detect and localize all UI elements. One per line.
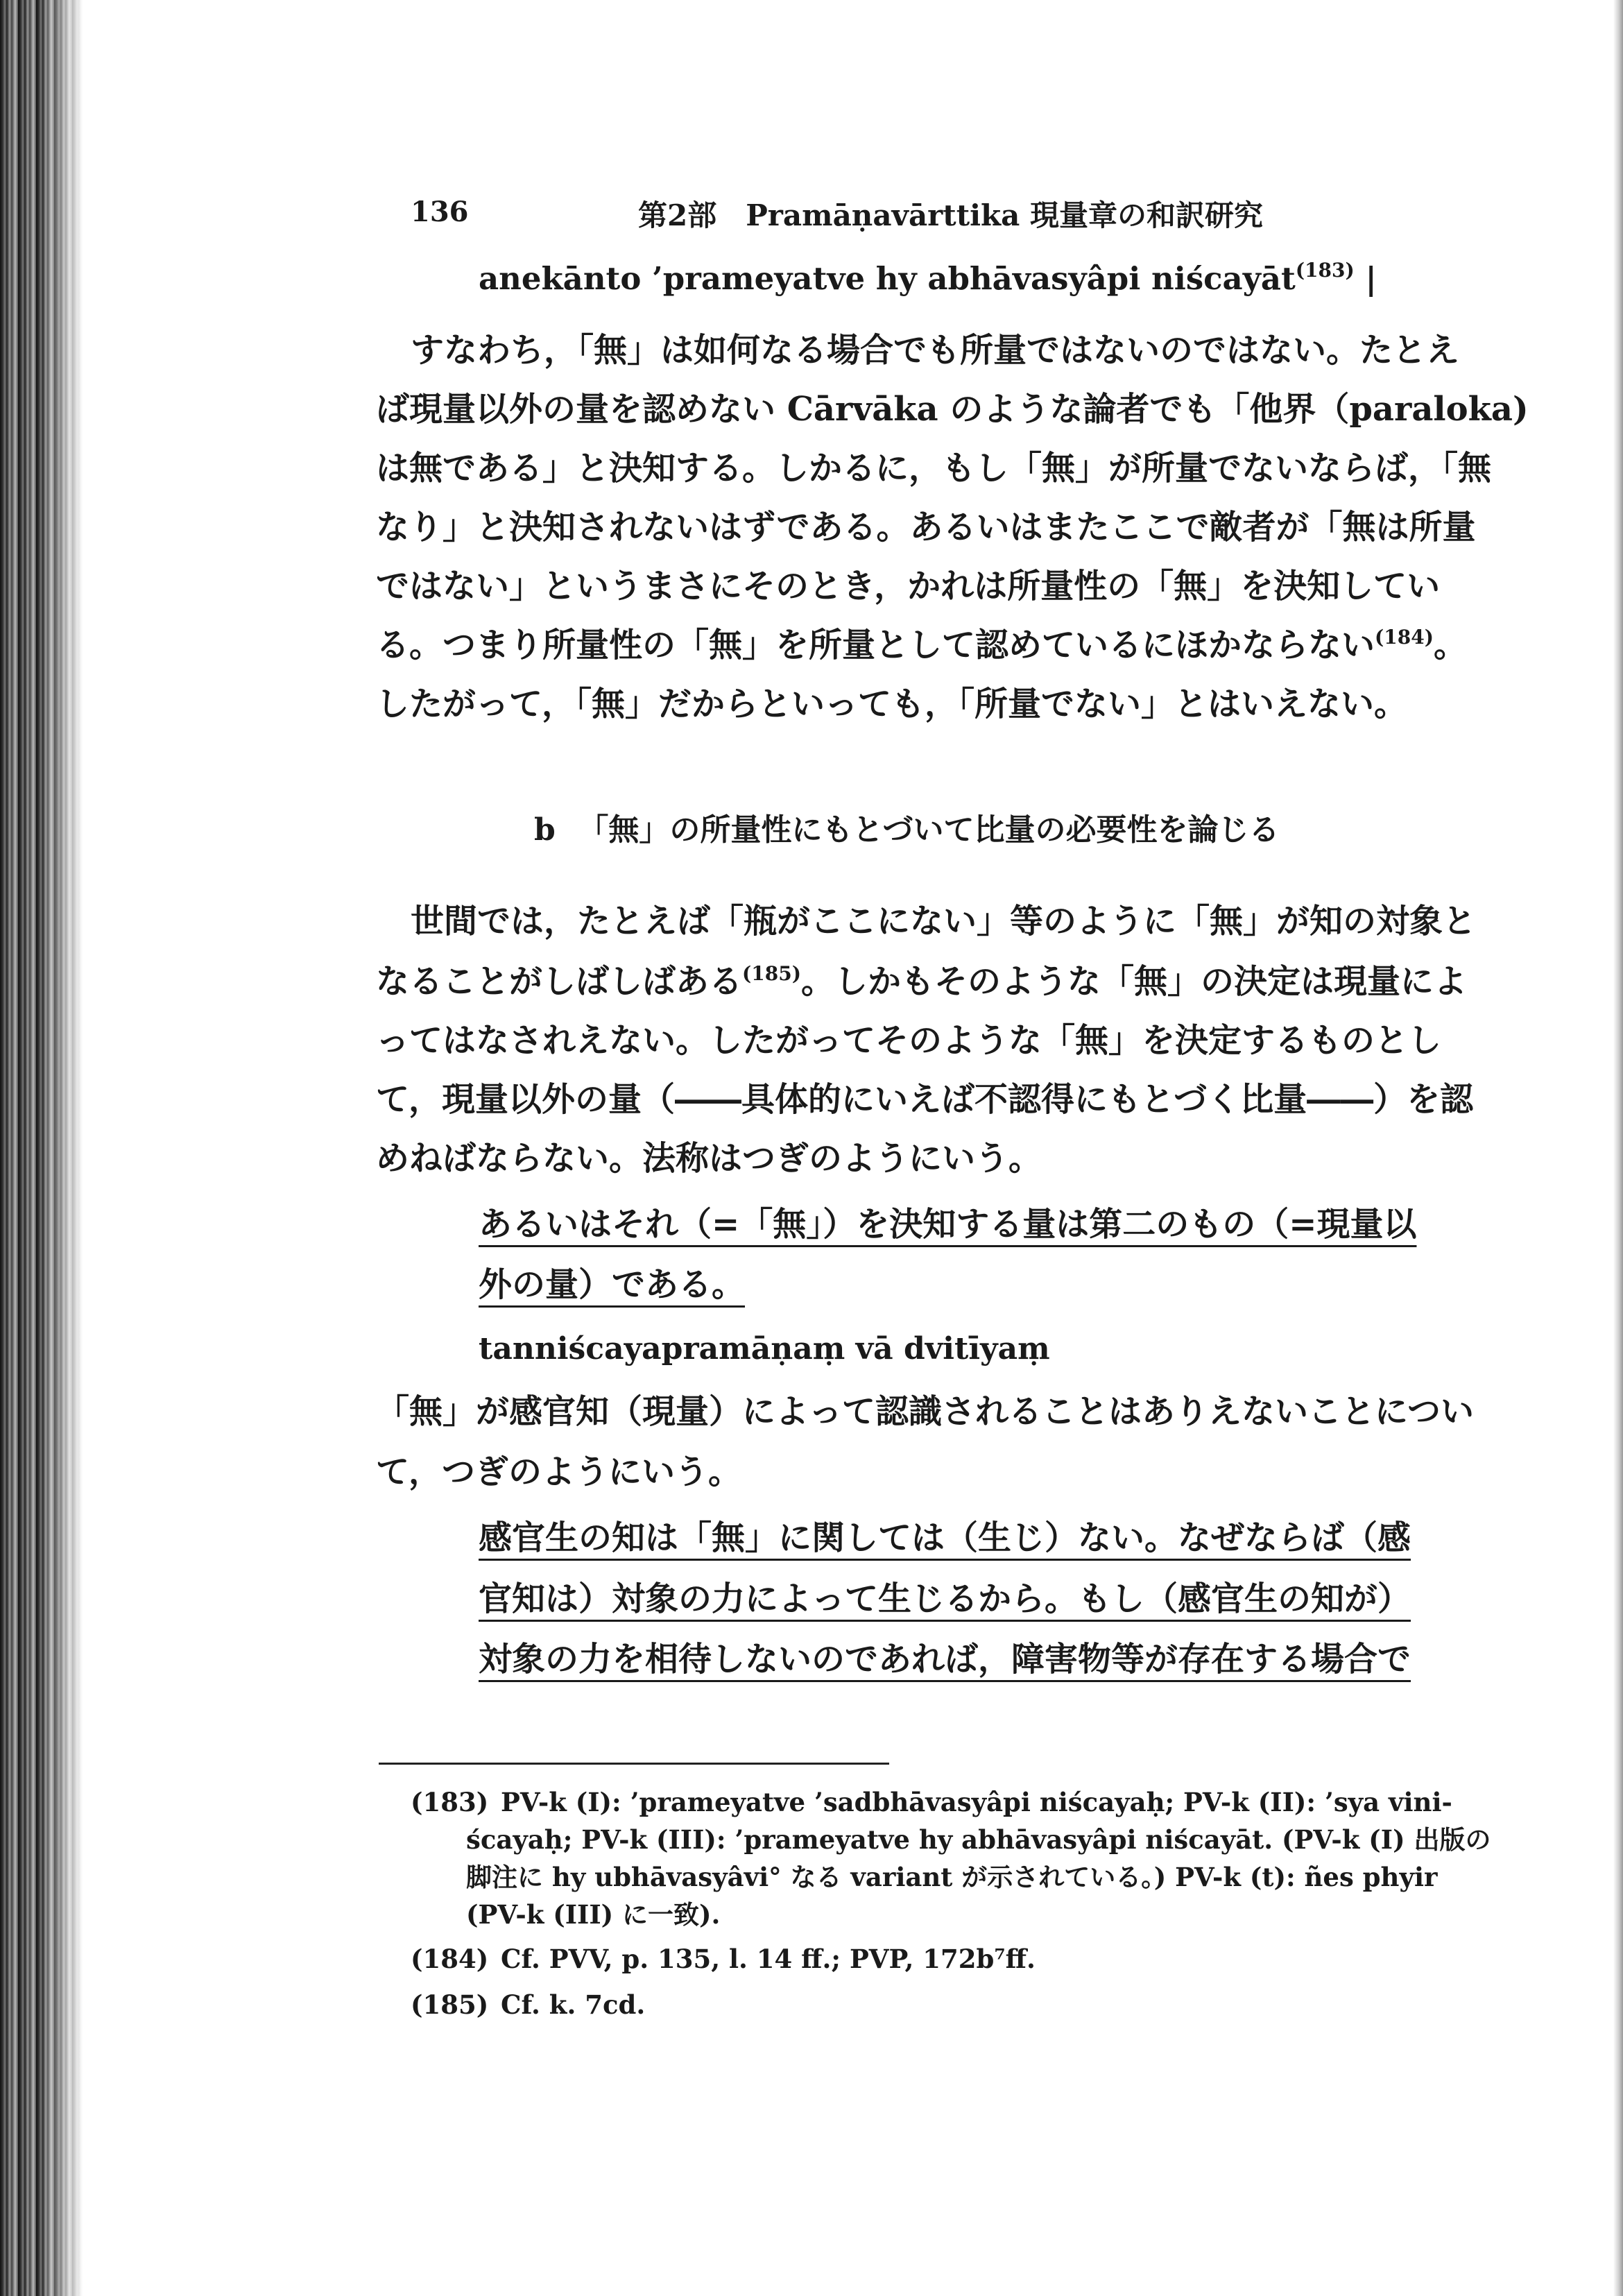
binding-shadow (0, 0, 83, 2296)
para1-line-7: したがって，「無」だからといっても，「所量でない」とはいえない。 (376, 685, 1408, 723)
section-heading (534, 805, 1280, 849)
para1-line-6-text: る。つまり所量性の「無」を所量として認めているにほかならない (376, 626, 1375, 665)
footnote-183-line-3: 脚注に hy ubhāvasyâvi° なる variant が示されている。) PV-k (t): ñes phyir (466, 1862, 1438, 1892)
para1-line-6-end: 。 (1433, 626, 1467, 665)
para3-line-1: 「無」が感官知（現量）によって認識されることはありえないことについ (376, 1392, 1475, 1431)
page-number: 136 (411, 196, 469, 228)
footnote-ref-185: (185) (742, 962, 801, 985)
verse-line-2: tanniścayapramāṇaṃ vā dvitīyaṃ (479, 1331, 1050, 1367)
para2-line-2-end: 。しかもそのような「無」の決定は現量によ (800, 962, 1467, 1001)
footnote-185 (411, 1988, 645, 2021)
para1-line-3: は無である」と決知する。しかるに，もし「無」が所量でないならば，「無 (376, 449, 1492, 488)
quote1-line-1: あるいはそれ（=「無」）を決知する量は第二のもの（=現量以 (479, 1205, 1417, 1244)
quote2-line-3: 対象の力を相待しないのであれば，障害物等が存在する場合で (479, 1640, 1411, 1679)
section-label: b (534, 812, 556, 848)
danda: | (1365, 260, 1377, 297)
para1-line-2: ば現量以外の量を認めない Cārvāka のような論者でも「他界（paraloka) (376, 390, 1529, 429)
footnote-number-183: (183) (411, 1787, 489, 1817)
para1-line-6 (376, 624, 1467, 666)
footnote-183-line-2: ścayaḥ; PV-k (III): ’prameyatve hy abhāvasyâpi niścayāt. (PV-k (I) 出版の (466, 1824, 1491, 1855)
verse-text: anekānto ’prameyatve hy abhāvasyâpi niścayāt (479, 260, 1296, 297)
footnote-184-text: Cf. PVV, p. 135, l. 14 ff.; PVP, 172b⁷ff. (501, 1944, 1036, 1974)
footnote-183-text-1: PV-k (I): ’prameyatve ’sadbhāvasyâpi niścayaḥ; PV-k (II): ’sya vini- (501, 1787, 1452, 1817)
footnote-number-184: (184) (411, 1944, 489, 1974)
para3-line-2: て，つぎのようにいう。 (376, 1453, 742, 1491)
para2-line-2 (376, 961, 1467, 1002)
para2-line-3: ってはなされえない。したがってそのような「無」を決定するものとし (376, 1021, 1442, 1060)
quote2-line-1: 感官生の知は「無」に関しては（生じ）ない。なぜならば（感 (479, 1518, 1411, 1557)
verse-line-top (479, 258, 1377, 300)
footnote-183-line-4: (PV-k (III) に一致). (466, 1899, 721, 1930)
quote1-line-2: 外の量）である。 (479, 1265, 746, 1304)
footnote-184 (411, 1942, 1036, 1976)
para2-line-2-text: なることがしばしばある (376, 962, 743, 1001)
para1-line-4: なり」と決知されないはずである。あるいはまたここで敵者が「無は所量 (376, 508, 1476, 547)
para2-line-5: めねばならない。法称はつぎのようにいう。 (376, 1139, 1042, 1178)
para1-line-5: ではない」というまさにそのとき，かれは所量性の「無」を決知してい (376, 567, 1441, 606)
footnote-number-185: (185) (411, 1989, 489, 2020)
quote2-line-2: 官知は）対象の力によって生じるから。もし（感官生の知が） (479, 1579, 1411, 1618)
section-title: 「無」の所量性にもとづいて比量の必要性を論じる (578, 812, 1280, 848)
footnote-rule (379, 1763, 889, 1765)
para2-line-1: 世間では，たとえば「瓶がここにない」等のように「無」が知の対象と (411, 902, 1477, 941)
para1-line-1: すなわち，「無」は如何なる場合でも所量ではないのではない。たとえ (411, 331, 1460, 370)
running-header: 第2部 Pramāṇavārttika 現量章の和訳研究 (638, 198, 1263, 232)
footnote-ref-184: (184) (1375, 626, 1434, 649)
para2-line-4: て，現量以外の量（――具体的にいえば不認得にもとづく比量――）を認 (376, 1080, 1474, 1119)
footnote-183-line-1 (411, 1785, 1452, 1819)
footnote-ref-183: (183) (1295, 259, 1355, 282)
page-edge-shadow (1613, 0, 1623, 2296)
footnote-185-text: Cf. k. 7cd. (501, 1989, 646, 2020)
